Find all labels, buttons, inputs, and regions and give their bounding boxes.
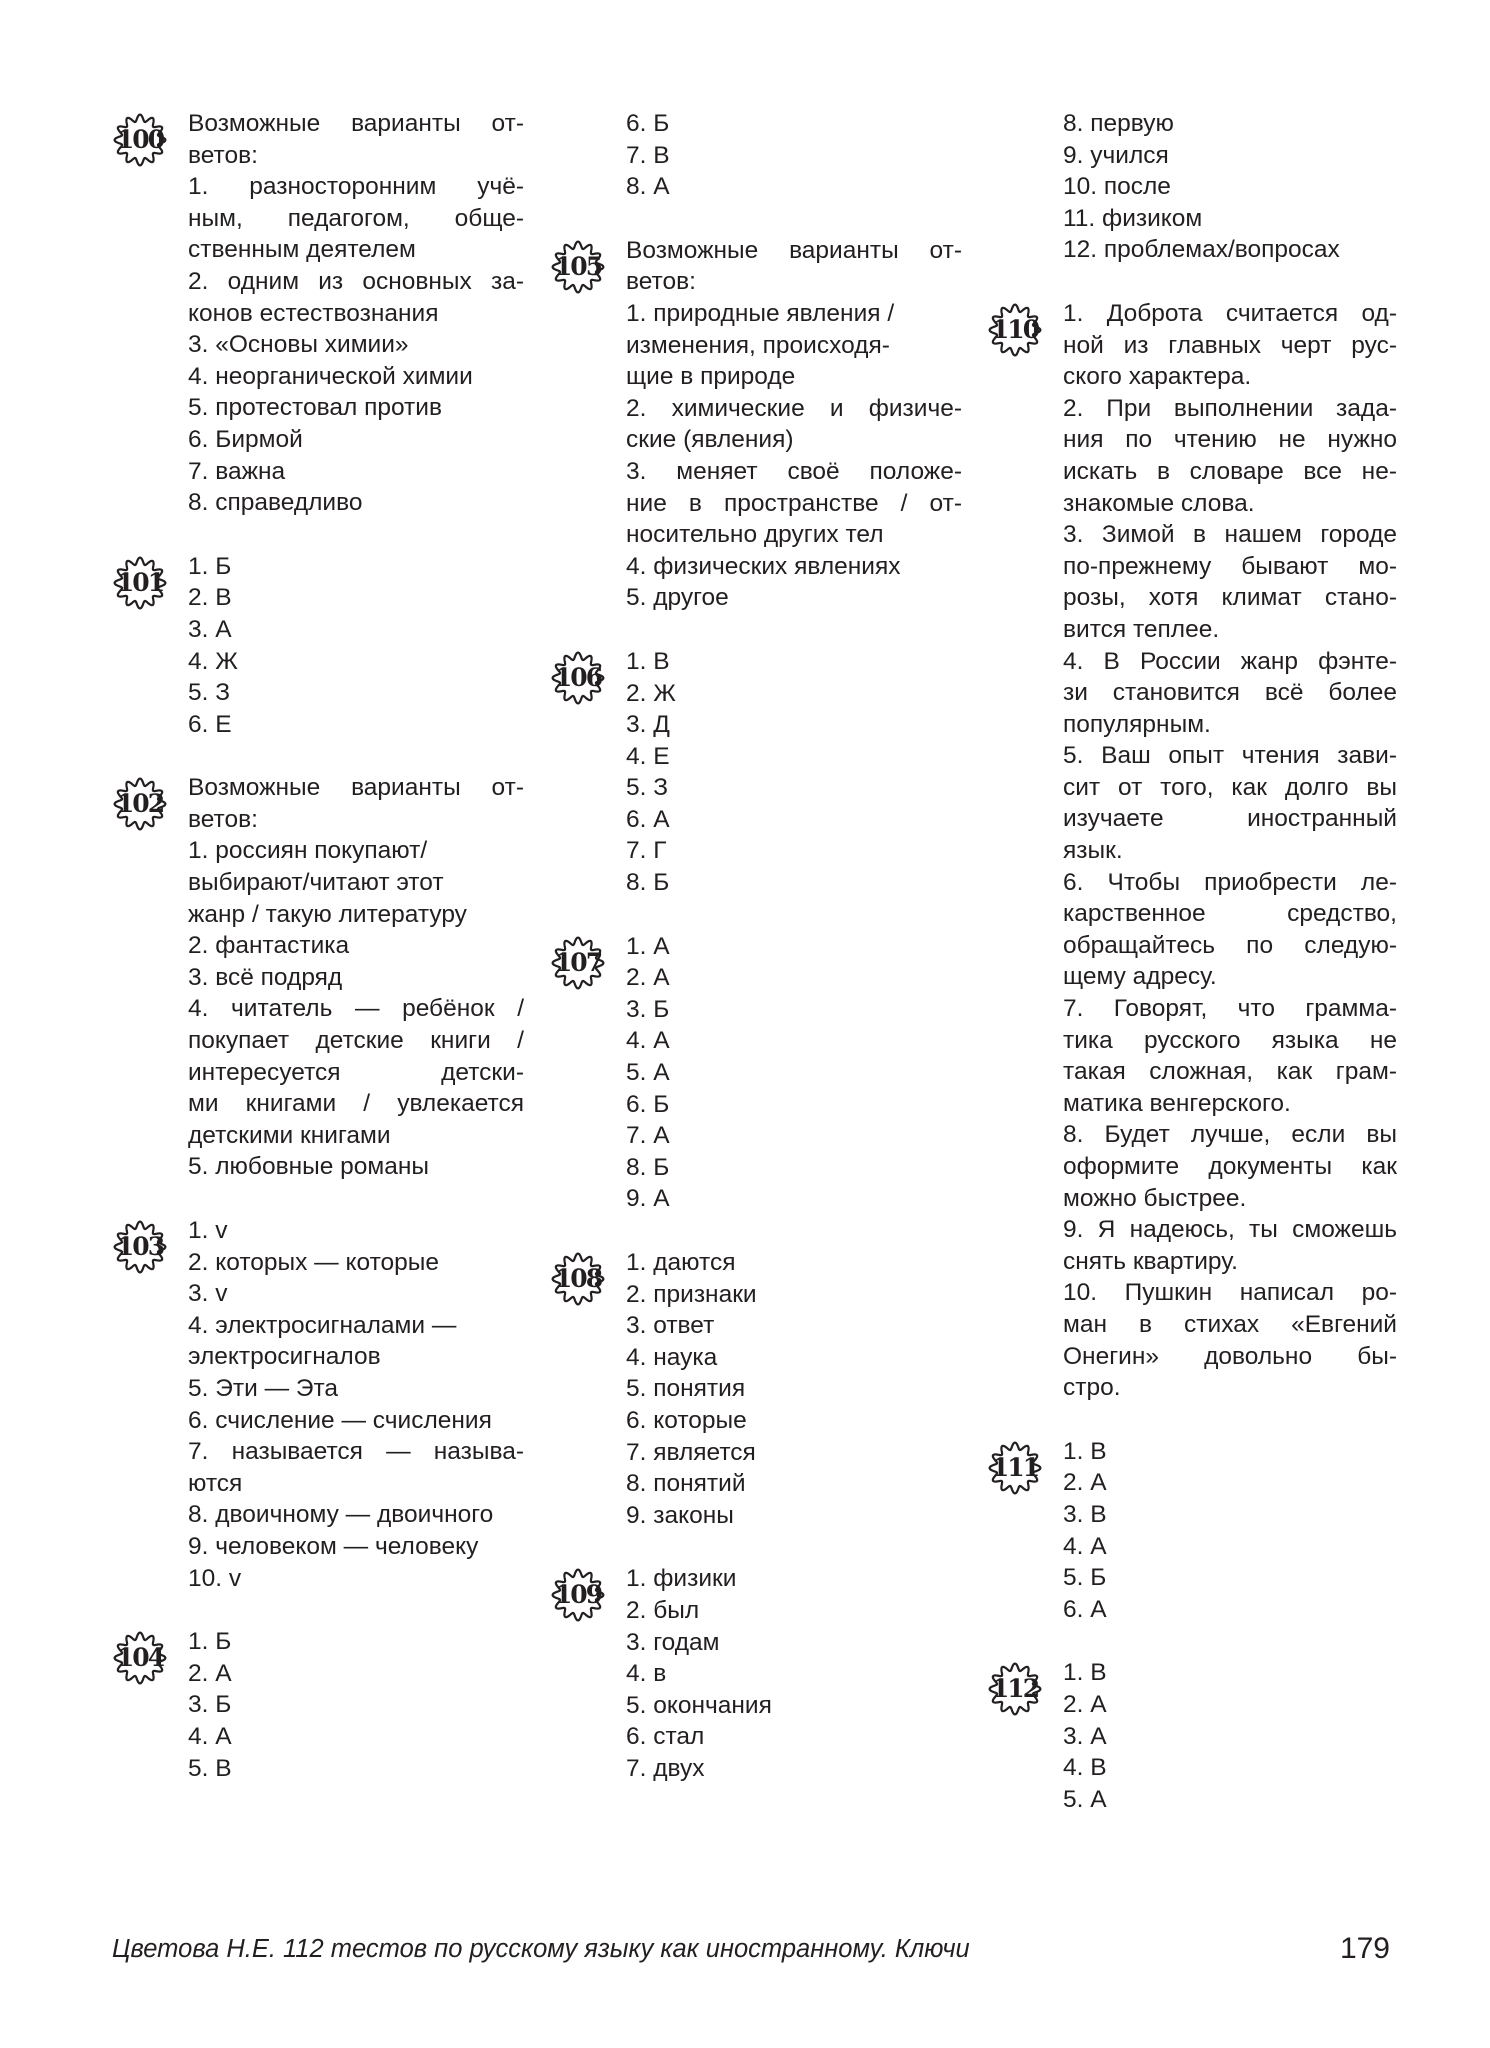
answer-line: 3. Б (188, 1691, 232, 1719)
answer-line: ман в стихах «Евгений (1063, 1310, 1397, 1338)
answer-line: 8. Будет лучше, если вы (1063, 1121, 1397, 1149)
answer-line: 4. неорганической химии (188, 362, 473, 390)
answer-line: знакомые слова. (1063, 489, 1255, 517)
answer-column-3 (987, 108, 1397, 1847)
flower-badge-icon (112, 555, 168, 611)
answer-line: изучаете иностранный (1063, 805, 1397, 833)
answer-line: карственное средство, (1063, 900, 1397, 928)
answer-line: 1. Б (188, 552, 232, 580)
footer-title: Цветова Н.Е. 112 тестов по русскому языку как иностранному. Ключи (112, 1935, 970, 1963)
answer-section (987, 298, 1397, 1404)
answer-line: стро. (1063, 1374, 1121, 1402)
answer-line: 3. «Основы химии» (188, 331, 409, 359)
flower-badge-icon (550, 650, 606, 706)
answer-section (112, 1626, 524, 1784)
flower-badge-icon (550, 1251, 606, 1307)
answer-line: щие в природе (626, 363, 796, 391)
answer-line: 2. был (626, 1596, 700, 1624)
answer-line: 2. одним из основных за- (188, 267, 524, 295)
answer-line: ются (188, 1469, 243, 1497)
answer-line: 7. называется — называ- (188, 1438, 524, 1466)
flower-badge-icon (112, 1630, 168, 1686)
flower-badge-icon (987, 1661, 1043, 1717)
answer-line: 4. А (626, 1027, 670, 1055)
answer-line: 2. А (188, 1659, 232, 1687)
answer-line: 4. В России жанр фэнте- (1063, 647, 1397, 675)
answer-line: 8. справедливо (188, 489, 363, 517)
answer-section (112, 772, 524, 1183)
answer-section (112, 551, 524, 741)
answer-line: 2. химические и физиче- (626, 394, 962, 422)
answer-line: 5. З (626, 774, 669, 802)
flower-badge-icon (112, 1219, 168, 1275)
answer-line: 1. Б (188, 1628, 232, 1656)
answer-section (550, 931, 962, 1215)
answer-line: искать в словаре все не- (1063, 457, 1397, 485)
flower-badge-icon (987, 1440, 1043, 1496)
task-number: 100 (116, 125, 164, 154)
answer-line: 3. годам (626, 1628, 720, 1656)
answer-line: 5. Эти — Эта (188, 1374, 339, 1402)
answer-section (550, 1563, 962, 1784)
answer-line: ми книгами / увлекается (188, 1090, 524, 1118)
answer-line: 1. В (626, 647, 670, 675)
answer-line: язык. (1063, 837, 1123, 865)
answer-line: 9. законы (626, 1501, 734, 1529)
answer-line: 6. Б (626, 110, 670, 137)
answer-line: щему адресу. (1063, 963, 1217, 991)
task-number: 109 (554, 1580, 602, 1610)
answer-line: 7. В (626, 141, 670, 169)
task-number: 104 (116, 1643, 164, 1673)
answer-line: Онегин» довольно бы- (1063, 1342, 1397, 1370)
answer-line: ского характера. (1063, 363, 1252, 391)
answer-line: 7. является (626, 1438, 756, 1466)
answer-line: 5. понятия (626, 1375, 746, 1403)
answer-line: 12. проблемах/вопросах (1063, 236, 1340, 264)
answer-line: розы, хотя климат стано- (1063, 584, 1397, 612)
answer-line: 3. ответ (626, 1312, 715, 1340)
flower-badge-icon (550, 935, 606, 991)
answer-line: 3. всё подряд (188, 963, 343, 991)
answer-line: 2. А (1063, 1690, 1107, 1718)
answer-line: 6. А (1063, 1595, 1107, 1623)
answer-line: 4. электросигналами — (188, 1311, 457, 1339)
answer-line: 1. В (1063, 1659, 1107, 1687)
answer-line: 6. которые (626, 1406, 747, 1434)
answer-line: 2. При выполнении зада- (1063, 394, 1397, 422)
answer-line: ние в пространстве / от- (626, 489, 962, 517)
task-number: 105 (554, 251, 602, 281)
answer-section (987, 108, 1397, 266)
answer-line: 8. понятий (626, 1470, 746, 1498)
task-number: 110 (991, 314, 1039, 344)
answer-line: 6. счисление — счисления (188, 1406, 492, 1434)
answer-line: ветов: (626, 268, 696, 296)
answer-line: 4. В (1063, 1754, 1107, 1782)
answer-line: по-прежнему бывают мо- (1063, 552, 1397, 580)
answer-line: 4. физических явлениях (626, 552, 901, 580)
answer-line: 6. стал (626, 1723, 705, 1751)
answer-line: 6. А (626, 805, 670, 833)
answer-line: 5. окончания (626, 1691, 772, 1719)
answer-column-2 (550, 108, 962, 1817)
task-number: 103 (116, 1232, 164, 1261)
answer-line: изменения, происходя- (626, 331, 890, 359)
answer-line: 1. россиян покупают/ (188, 837, 428, 865)
answer-line: носительно других тел (626, 521, 884, 549)
answer-line: 8. Б (626, 1153, 670, 1181)
answer-line: 2. А (626, 964, 670, 992)
answer-line: 5. А (626, 1059, 670, 1087)
answer-line: 3. v (188, 1280, 228, 1308)
answer-line: 5. другое (626, 584, 729, 612)
answer-line: оформите документы как (1063, 1153, 1397, 1180)
answer-line: снять квартиру. (1063, 1247, 1238, 1275)
answer-line: такая сложная, как грам- (1063, 1058, 1397, 1086)
answer-line: Возможные варианты от- (188, 110, 524, 137)
answer-line: электросигналов (188, 1343, 381, 1371)
answer-section (987, 1657, 1397, 1815)
answer-line: 4. читатель — ребёнок / (188, 995, 524, 1023)
answer-line: 8. А (626, 173, 670, 201)
flower-badge-icon (550, 239, 606, 295)
answer-line: 10. v (188, 1564, 242, 1592)
answer-line: 8. первую (1063, 110, 1174, 137)
answer-section (550, 108, 962, 203)
answer-line: 7. Говорят, что грамма- (1063, 995, 1397, 1023)
answer-line: 5. В (188, 1754, 232, 1782)
answer-line: 4. в (626, 1660, 667, 1688)
answer-line: 1. А (626, 932, 670, 960)
answer-line: ным, педагогом, обще- (188, 204, 524, 232)
answer-line: 6. Е (188, 710, 232, 738)
task-number: 112 (991, 1674, 1039, 1704)
answer-line: 6. Чтобы приобрести ле- (1063, 868, 1397, 896)
answer-line: 8. двоичному — двоичного (188, 1501, 494, 1529)
answer-line: матика венгерского. (1063, 1089, 1291, 1117)
flower-badge-icon (112, 776, 168, 832)
answer-line: 4. Е (626, 742, 670, 770)
answer-line: 3. А (1063, 1722, 1107, 1750)
answer-line: ветов: (188, 805, 258, 833)
answer-line: 9. учился (1063, 141, 1169, 169)
answer-line: 7. важна (188, 457, 286, 485)
answer-line: ния по чтению не нужно (1063, 426, 1397, 454)
answer-line: 1. В (1063, 1437, 1107, 1465)
answer-line: 4. А (1063, 1532, 1107, 1560)
answer-line: Возможные варианты от- (188, 774, 524, 802)
answer-line: жанр / такую литературу (188, 900, 467, 928)
page-number: 179 (1339, 1932, 1390, 1965)
flower-badge-icon (987, 302, 1043, 358)
answer-line: зи становится всё более (1063, 679, 1397, 707)
answer-line: покупает детские книги / (188, 1027, 524, 1055)
answer-line: обращайтесь по следую- (1063, 931, 1397, 959)
answer-line: 2. В (188, 584, 232, 612)
answer-line: Возможные варианты от- (626, 236, 962, 264)
answer-line: выбирают/читают этот (188, 869, 444, 897)
answer-line: 10. после (1063, 173, 1171, 201)
answer-line: 8. Б (626, 869, 670, 897)
answer-section (550, 646, 962, 899)
answer-line: 2. признаки (626, 1280, 757, 1308)
answer-line: ственным деятелем (188, 236, 416, 264)
answer-line: 2. фантастика (188, 932, 350, 960)
answer-line: 2. которых — которые (188, 1248, 440, 1276)
answer-line: 5. З (188, 679, 231, 707)
answer-line: 7. А (626, 1122, 670, 1150)
flower-badge-icon (112, 112, 168, 168)
task-number: 106 (554, 662, 602, 692)
answer-line: 4. А (188, 1722, 232, 1750)
task-number: 107 (554, 947, 602, 977)
task-number: 111 (991, 1452, 1039, 1482)
answer-line: 9. А (626, 1185, 670, 1213)
answer-line: 9. Я надеюсь, ты сможешь (1063, 1216, 1397, 1244)
answer-line: тика русского языка не (1063, 1026, 1397, 1054)
answer-line: можно быстрее. (1063, 1184, 1247, 1212)
answer-line: 6. Б (626, 1090, 670, 1118)
flower-badge-icon (550, 1567, 606, 1623)
task-number: 102 (116, 789, 164, 819)
answer-line: 5. А (1063, 1785, 1107, 1813)
answer-line: 5. любовные романы (188, 1153, 430, 1181)
answer-line: 6. Бирмой (188, 425, 303, 453)
answer-line: 2. Ж (626, 679, 676, 707)
answer-line: 11. физиком (1063, 204, 1203, 232)
task-number: 108 (554, 1264, 602, 1293)
answer-line: 3. меняет своё положе- (626, 457, 962, 485)
answer-line: 5. протестовал против (188, 394, 442, 422)
answer-section (550, 1247, 962, 1531)
answer-line: 1. даются (626, 1249, 736, 1276)
answer-line: ной из главных черт рус- (1063, 331, 1397, 359)
answer-line: популярным. (1063, 710, 1211, 738)
answer-line: 9. человеком — человеку (188, 1532, 479, 1560)
answer-line: 1. природные явления / (626, 299, 895, 327)
answer-line: 4. Ж (188, 647, 238, 675)
answer-column-1 (112, 108, 524, 1816)
answer-line: детскими книгами (188, 1121, 391, 1149)
answer-section (112, 108, 524, 519)
answer-line: 1. разносторонним учё- (188, 173, 524, 201)
answer-line: 3. В (1063, 1500, 1107, 1528)
answer-line: ветов: (188, 141, 258, 169)
answer-line: 1. Доброта считается од- (1063, 299, 1397, 327)
answer-line: 4. наука (626, 1343, 718, 1371)
answer-line: интересуется детски- (188, 1058, 524, 1086)
answer-line: вится теплее. (1063, 615, 1220, 643)
answer-line: 3. Б (626, 995, 670, 1023)
answer-line: ские (явления) (626, 426, 794, 454)
answer-line: конов естествознания (188, 299, 439, 327)
answer-section (987, 1436, 1397, 1626)
answer-line: 2. А (1063, 1469, 1107, 1497)
answer-section (550, 235, 962, 614)
answer-line: 3. Д (626, 711, 670, 739)
task-number: 101 (116, 567, 164, 597)
answer-line: 7. Г (626, 837, 667, 865)
answer-line: 5. Ваш опыт чтения зави- (1063, 742, 1397, 770)
answer-line: 10. Пушкин написал ро- (1063, 1279, 1397, 1307)
answer-line: 3. Зимой в нашем городе (1063, 521, 1397, 549)
answer-line: 7. двух (626, 1754, 705, 1782)
answer-line: 3. А (188, 615, 232, 643)
answer-line: 1. v (188, 1217, 228, 1244)
answer-line: 1. физики (626, 1565, 737, 1593)
answer-section (112, 1215, 524, 1594)
answer-line: 5. Б (1063, 1564, 1107, 1592)
answer-line: сит от того, как долго вы (1063, 773, 1397, 801)
